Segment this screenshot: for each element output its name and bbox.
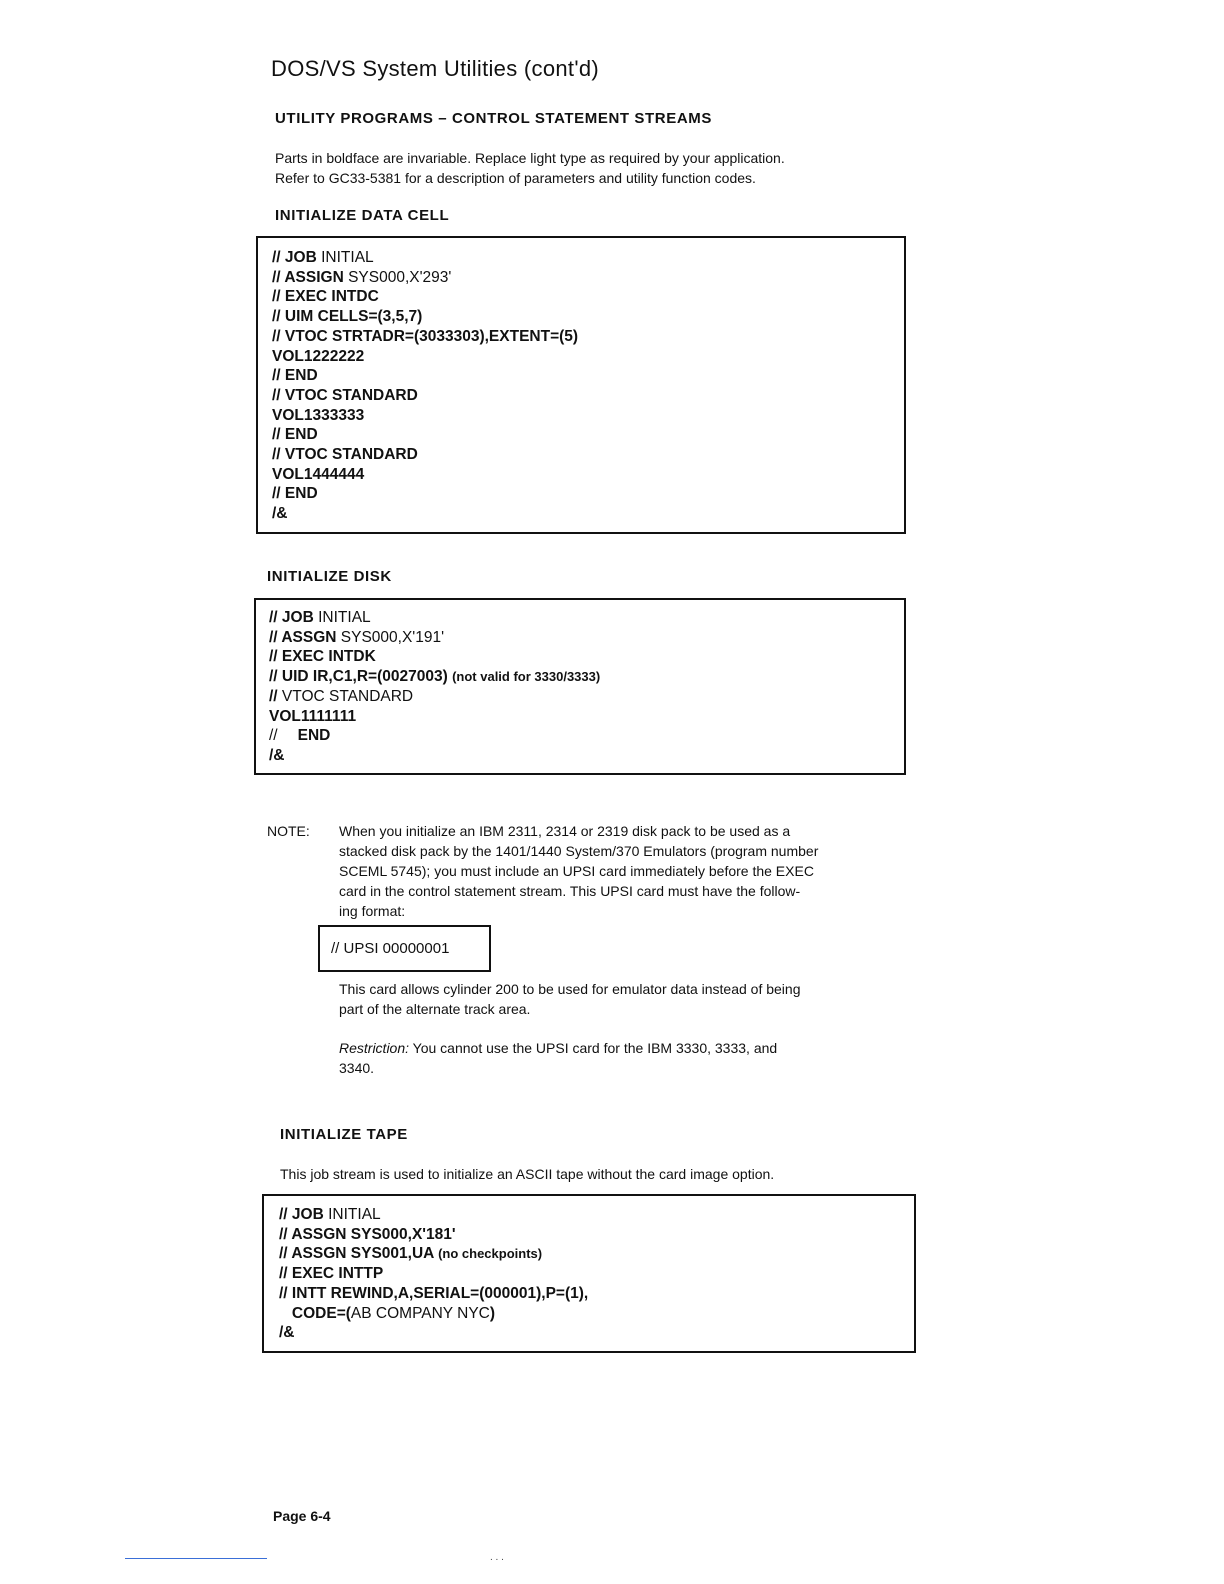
code-line: /&: [279, 1324, 295, 1342]
code-line: // VTOC STRTADR=(3033303),EXTENT=(5): [272, 327, 579, 345]
code-line: // ASSIGN SYS000,X'293': [272, 268, 452, 286]
upsi-card-text: // UPSI 00000001: [331, 940, 450, 957]
intro-paragraph: [275, 148, 921, 188]
code-line: // VTOC STANDARD: [272, 446, 418, 464]
restriction-text: You cannot use the UPSI card for the IBM 3330, 3333, and: [409, 1040, 778, 1056]
note-label: NOTE:: [267, 823, 310, 839]
code-line: CODE=(AB COMPANY NYC): [279, 1304, 496, 1322]
code-line: // END: [272, 367, 318, 385]
tape-code-box: [262, 1194, 916, 1353]
code-line: // INTT REWIND,A,SERIAL=(000001),P=(1),: [279, 1284, 589, 1302]
code-line: // EXEC INTTP: [279, 1265, 384, 1283]
intro-line-1: Parts in boldface are invariable. Replace light type as required by your application.: [275, 150, 785, 166]
code-line: VOL1333333: [272, 406, 365, 424]
code-line: // VTOC STANDARD: [269, 687, 414, 705]
code-line: // JOB INITIAL: [272, 249, 374, 266]
intro-line-2: Refer to GC33-5381 for a description of parameters and utility function codes.: [275, 170, 756, 186]
restriction-text-cont: 3340.: [339, 1060, 375, 1076]
note-line: stacked disk pack by the 1401/1440 System/370 Emulators (program number: [339, 843, 819, 859]
code-line: // ASSGN SYS000,X'181': [279, 1225, 456, 1243]
note-line: When you initialize an IBM 2311, 2314 or 2319 disk pack to be used as a: [339, 823, 791, 839]
disk-code-box: [254, 598, 906, 775]
disk-heading: INITIALIZE DISK: [267, 568, 392, 585]
note-line: part of the alternate track area.: [339, 1001, 531, 1017]
footer-mark: . . .: [490, 1552, 504, 1563]
note-line: card in the control statement stream. This UPSI card must have the follow-: [339, 883, 801, 899]
page-title: DOS/VS System Utilities (cont'd): [271, 56, 599, 81]
note-line: ing format:: [339, 903, 406, 919]
tape-heading: INITIALIZE TAPE: [280, 1126, 408, 1143]
code-line: // ASSGN SYS001,UA (no checkpoints): [279, 1245, 543, 1263]
footer-rule: [125, 1558, 267, 1559]
code-line: // END: [272, 485, 318, 503]
code-line: VOL1444444: [272, 465, 365, 483]
code-line: // END: [269, 727, 331, 745]
page-number: Page 6-4: [273, 1508, 331, 1524]
data-cell-heading: INITIALIZE DATA CELL: [275, 207, 450, 224]
code-line: /&: [272, 505, 288, 523]
code-line: // JOB INITIAL: [279, 1206, 381, 1223]
code-line: // EXEC INTDC: [272, 288, 379, 306]
tape-description: This job stream is used to initialize an ASCII tape without the card image option.: [280, 1166, 775, 1182]
code-line: /&: [269, 746, 285, 764]
note-line: This card allows cylinder 200 to be used for emulator data instead of being: [339, 981, 801, 997]
restriction-paragraph: [339, 1038, 913, 1078]
code-line: // UIM CELLS=(3,5,7): [272, 308, 423, 326]
code-line: // EXEC INTDK: [269, 648, 376, 666]
note-body: [339, 821, 913, 921]
code-line: // UID IR,C1,R=(0027003) (not valid for 3330/3333): [269, 668, 601, 686]
data-cell-code-box: [256, 236, 906, 534]
code-line: VOL1222222: [272, 347, 365, 365]
upsi-explanation: [339, 979, 913, 1019]
code-line: // JOB INITIAL: [269, 609, 371, 626]
note-line: SCEML 5745); you must include an UPSI card immediately before the EXEC: [339, 863, 814, 879]
code-line: VOL1111111: [269, 707, 357, 725]
restriction-label: Restriction:: [339, 1040, 410, 1056]
code-line: // ASSGN SYS000,X'191': [269, 628, 445, 646]
section-heading: UTILITY PROGRAMS – CONTROL STATEMENT STREAMS: [275, 110, 712, 127]
upsi-card-box: [318, 925, 491, 972]
code-line: // VTOC STANDARD: [272, 386, 418, 404]
code-line: // END: [272, 426, 318, 444]
